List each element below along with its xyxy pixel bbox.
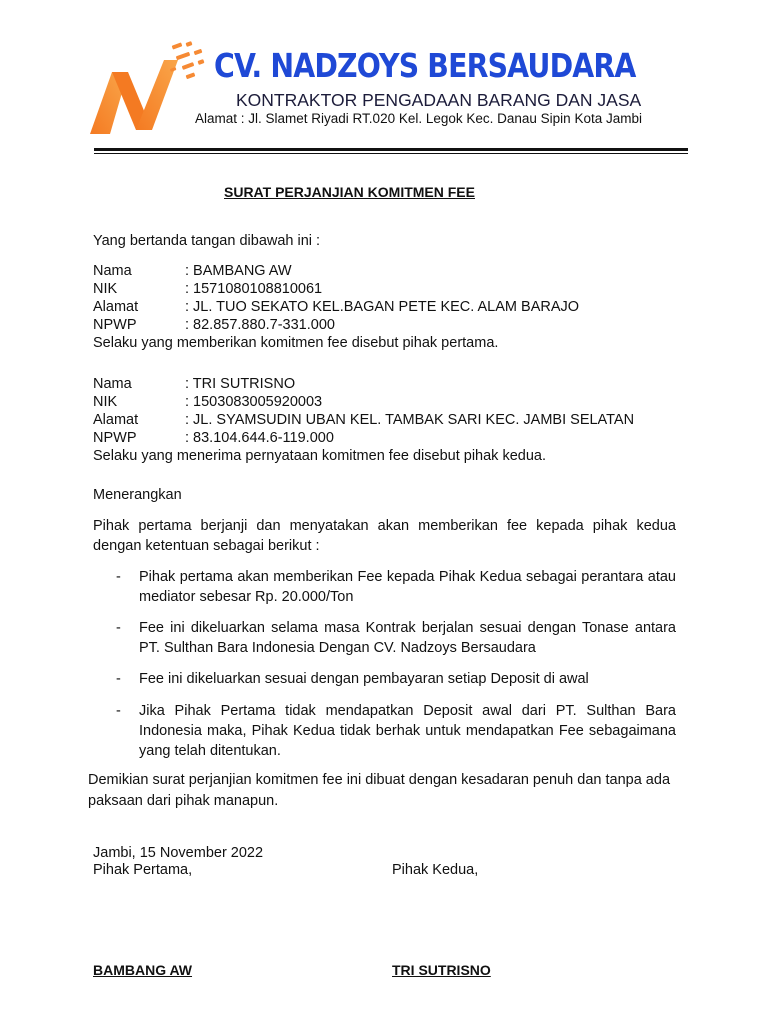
party1-sign-label: Pihak Pertama,	[93, 862, 193, 878]
field-label: NIK	[93, 394, 118, 410]
field-value: : 83.104.644.6-119.000	[185, 430, 334, 446]
field-value: : 82.857.880.7-331.000	[185, 317, 335, 333]
party2-sign-label: Pihak Kedua,	[392, 862, 479, 878]
field-value: : JL. SYAMSUDIN UBAN KEL. TAMBAK SARI KEC. JAMBI SELATAN	[185, 412, 635, 428]
closing-paragraph: Demikian surat perjanjian komitmen fee ini dibuat dengan kesadaran penuh dan tanpa ada paksaan dari pihak manapun.	[88, 772, 671, 809]
field-label: Nama	[93, 263, 132, 279]
term-item: Fee ini dikeluarkan sesuai dengan pembayaran setiap Deposit di awal	[139, 671, 589, 687]
company-logo-icon	[86, 38, 210, 142]
explain-heading: Menerangkan	[93, 487, 182, 503]
term-item: Jika Pihak Pertama tidak mendapatkan Deposit awal dari PT. Sulthan Bara Indonesia maka, Pihak Kedua tidak berhak untuk mendapatkan Fee sebagaimana yang telah ditentukan.	[139, 703, 676, 759]
company-name: CV. NADZOYS BERSAUDARA	[214, 46, 636, 85]
company-address: Alamat : Jl. Slamet Riyadi RT.020 Kel. Legok Kec. Danau Sipin Kota Jambi	[195, 111, 642, 126]
field-value: : 1571080108810061	[185, 281, 323, 297]
party2-name-row	[93, 375, 546, 393]
party1-details	[93, 262, 580, 352]
field-value: : JL. TUO SEKATO KEL.BAGAN PETE KEC. ALAM BARAJO	[185, 299, 580, 315]
term-item: Fee ini dikeluarkan selama masa Kontrak berjalan sesuai dengan Tonase antara PT. Sulthan Bara Indonesia Dengan CV. Nadzoys Bersaudara	[139, 620, 676, 656]
party2-details	[93, 375, 635, 465]
party2-role: Selaku yang menerima pernyataan komitmen fee disebut pihak kedua.	[93, 448, 546, 464]
bullet-dash: -	[116, 569, 121, 585]
field-label: NPWP	[93, 430, 137, 446]
bullet-dash: -	[116, 703, 121, 719]
field-value: : TRI SUTRISNO	[185, 376, 296, 392]
party2-npwp-row	[93, 429, 546, 447]
bullet-dash: -	[116, 620, 121, 636]
term-item: Pihak pertama akan memberikan Fee kepada Pihak Kedua sebagai perantara atau mediator sebesar Rp. 20.000/Ton	[139, 569, 676, 605]
field-label: Alamat	[93, 299, 139, 315]
field-label: Alamat	[93, 412, 139, 428]
company-tagline: KONTRAKTOR PENGADAAN BARANG DAN JASA	[236, 90, 642, 110]
explain-paragraph: Pihak pertama berjanji dan menyatakan akan memberikan fee kepada pihak kedua dengan ketentuan sebagai berikut :	[93, 518, 676, 554]
field-value: : BAMBANG AW	[185, 263, 292, 279]
document-title: SURAT PERJANJIAN KOMITMEN FEE	[224, 184, 475, 200]
field-label: NIK	[93, 281, 118, 297]
field-label: Nama	[93, 376, 132, 392]
party1-nik-row	[93, 280, 498, 298]
party1-address-row	[93, 298, 580, 316]
letterhead-divider	[94, 148, 688, 151]
party1-npwp-row	[93, 316, 498, 334]
letterhead-divider-thin	[94, 153, 688, 154]
party2-address-row	[93, 411, 635, 429]
party2-nik-row	[93, 393, 546, 411]
party1-role: Selaku yang memberikan komitmen fee disebut pihak pertama.	[93, 335, 499, 351]
party1-name-row	[93, 262, 498, 280]
party2-signatory-name: TRI SUTRISNO	[392, 962, 491, 978]
intro-text: Yang bertanda tangan dibawah ini :	[93, 233, 321, 249]
field-label: NPWP	[93, 317, 137, 333]
bullet-dash: -	[116, 671, 121, 687]
field-value: : 1503083005920003	[185, 394, 323, 410]
party1-signatory-name: BAMBANG AW	[93, 962, 193, 978]
place-date: Jambi, 15 November 2022	[93, 845, 264, 861]
